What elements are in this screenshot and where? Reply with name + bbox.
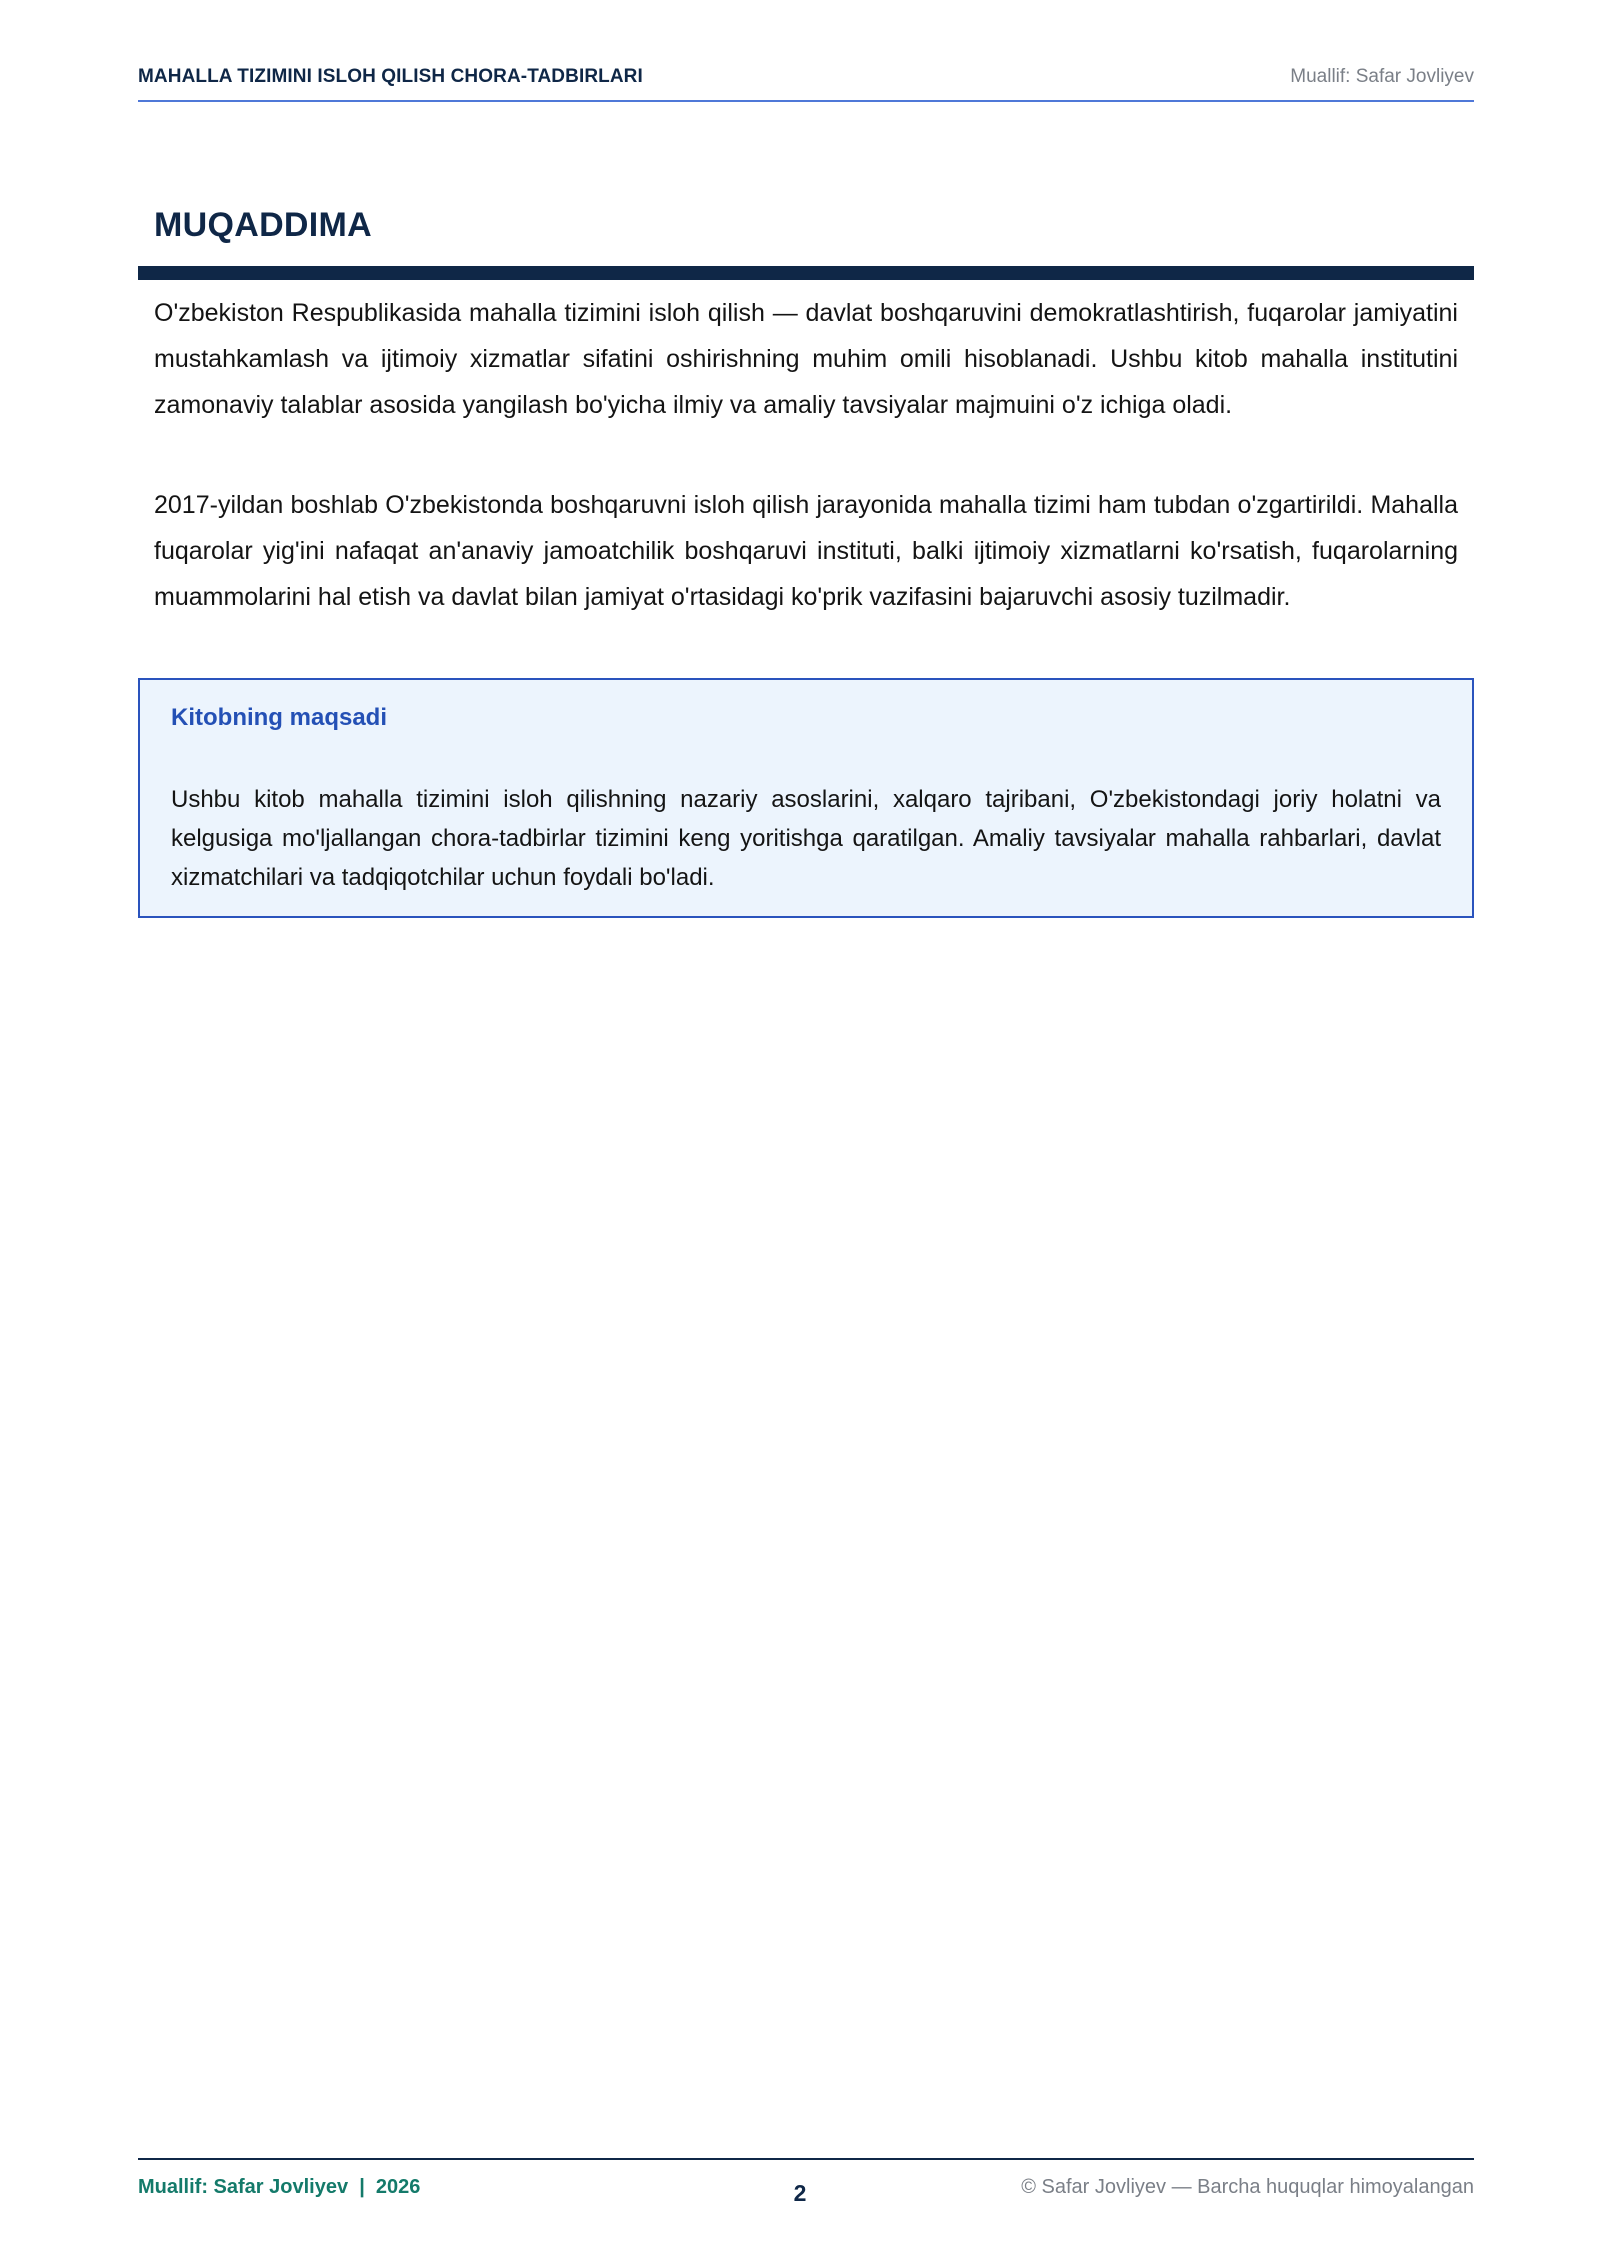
section-heading: MUQADDIMA — [154, 206, 373, 244]
callout-text: Ushbu kitob mahalla tizimini isloh qilishning nazariy asoslarini, xalqaro tajribani, O'zbekistondagi joriy holatni va kelgusiga mo'ljallangan chora-tadbirlar tizimini keng yoritishga qaratilgan. Amaliy tavsiyalar mahalla rahbarlari, davlat xizmatchilari va tadqiqotchilar uchun foydali bo'ladi. — [171, 786, 1441, 891]
page-header — [138, 62, 1474, 102]
header-author: Muallif: Safar Jovliyev — [1290, 66, 1474, 87]
history-paragraph: 2017-yildan boshlab O'zbekistonda boshqaruvni isloh qilish jarayonida mahalla tizimi ham tubdan o'zgartirildi. Mahalla fuqarolar yig'ini nafaqat an'anaviy jamoatchilik boshqaruvi instituti, balki ijtimoiy xizmatlarni ko'rsatish, fuqarolarning muammolarini hal etish va davlat bilan jamiyat o'rtasidagi ko'prik vazifasini bajaruvchi asosiy tuzilmadir. — [154, 491, 1458, 611]
page-number: 2 — [793, 2180, 807, 2206]
purpose-callout-box — [138, 678, 1474, 918]
heading-rule — [138, 266, 1474, 280]
footer-author-year: Muallif: Safar Jovliyev | 2026 — [138, 2176, 421, 2198]
callout-title: Kitobning maqsadi — [171, 704, 387, 731]
footer-copyright: © Safar Jovliyev — Barcha huquqlar himoyalangan — [1021, 2176, 1474, 2198]
footer-rule — [138, 2158, 1474, 2160]
running-title: MAHALLA TIZIMINI ISLOH QILISH CHORA-TADBIRLARI — [138, 66, 643, 87]
intro-paragraph: O'zbekiston Respublikasida mahalla tizimini isloh qilish — davlat boshqaruvini demokratlashtirish, fuqarolar jamiyatini mustahkamlash va ijtimoiy xizmatlar sifatini oshirishning muhim omili hisoblanadi. Ushbu kitob mahalla institutini zamonaviy talablar asosida yangilash bo'yicha ilmiy va amaliy tavsiyalar majmuini o'z ichiga oladi. — [154, 299, 1458, 419]
